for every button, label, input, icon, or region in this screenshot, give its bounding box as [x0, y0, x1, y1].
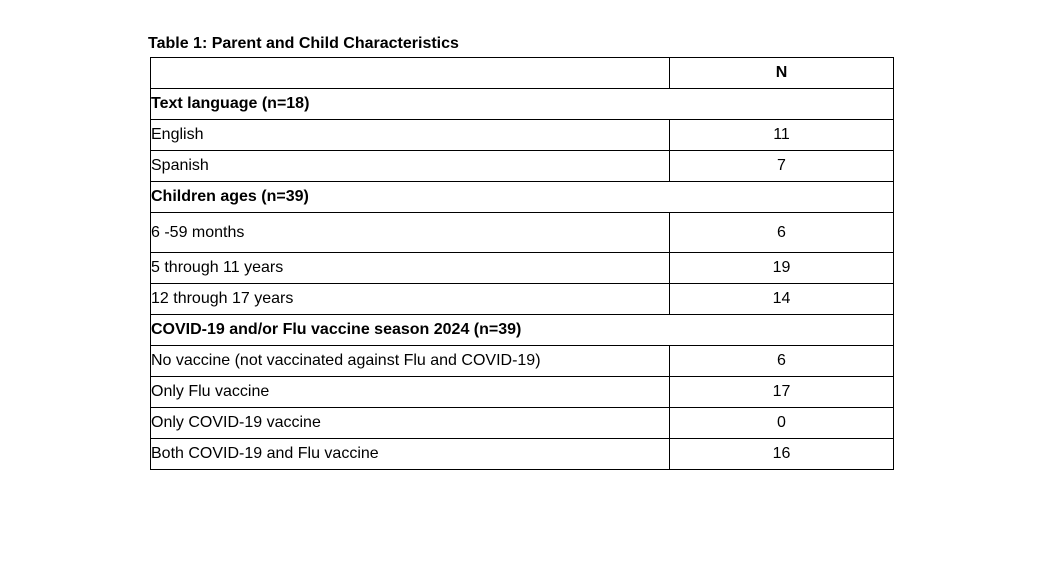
- section-title: Text language (n=18): [151, 89, 894, 120]
- section-row-text-language: [151, 89, 894, 120]
- section-title: COVID-19 and/or Flu vaccine season 2024 (n=39): [151, 315, 894, 346]
- table-row: [151, 151, 894, 182]
- header-n-cell: N: [670, 58, 894, 89]
- row-n-value: 0: [670, 408, 894, 439]
- row-label: Only COVID-19 vaccine: [151, 408, 670, 439]
- row-n-value: 16: [670, 439, 894, 470]
- table-row: [151, 346, 894, 377]
- table-caption: Table 1: Parent and Child Characteristics: [148, 35, 459, 52]
- table-header-row: [151, 58, 894, 89]
- table-row: [151, 408, 894, 439]
- section-title: Children ages (n=39): [151, 182, 894, 213]
- table-row: [151, 120, 894, 151]
- row-label: Both COVID-19 and Flu vaccine: [151, 439, 670, 470]
- table-row: [151, 439, 894, 470]
- row-n-value: 19: [670, 253, 894, 284]
- row-n-value: 17: [670, 377, 894, 408]
- table-row: [151, 213, 894, 253]
- characteristics-table: [150, 57, 894, 470]
- row-label: Spanish: [151, 151, 670, 182]
- header-label-cell: [151, 58, 670, 89]
- table-row: [151, 284, 894, 315]
- section-row-vaccine-season: [151, 315, 894, 346]
- row-label: 6 -59 months: [151, 213, 670, 253]
- row-label: Only Flu vaccine: [151, 377, 670, 408]
- row-n-value: 6: [670, 346, 894, 377]
- table-row: [151, 253, 894, 284]
- row-label: 12 through 17 years: [151, 284, 670, 315]
- row-label: No vaccine (not vaccinated against Flu and COVID-19): [151, 346, 670, 377]
- row-n-value: 14: [670, 284, 894, 315]
- row-label: 5 through 11 years: [151, 253, 670, 284]
- row-n-value: 7: [670, 151, 894, 182]
- table-row: [151, 377, 894, 408]
- row-label: English: [151, 120, 670, 151]
- row-n-value: 6: [670, 213, 894, 253]
- row-n-value: 11: [670, 120, 894, 151]
- section-row-children-ages: [151, 182, 894, 213]
